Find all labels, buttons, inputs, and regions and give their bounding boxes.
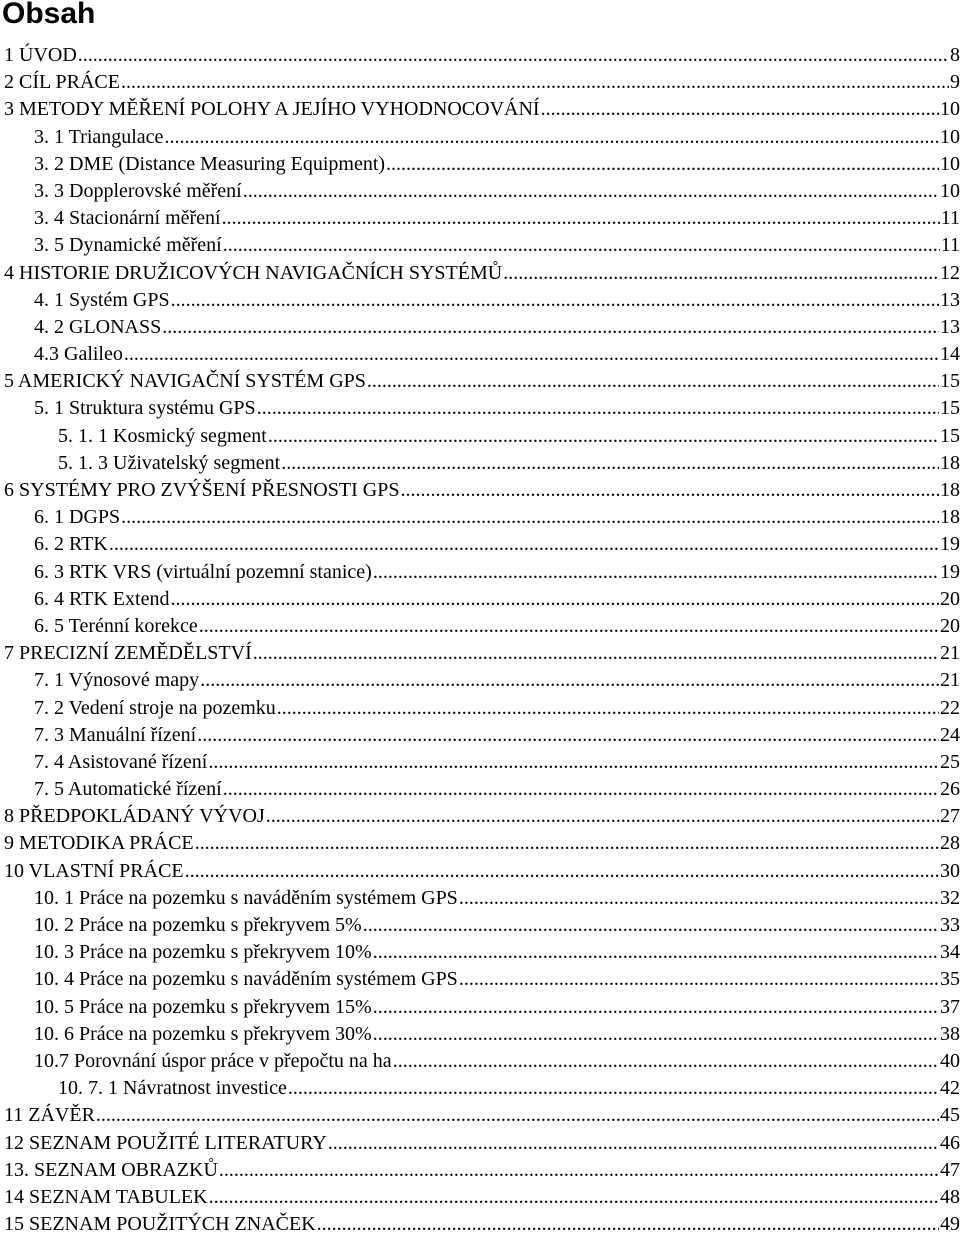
toc-entry[interactable] — [0, 477, 960, 504]
toc-dot-leader — [393, 1048, 939, 1075]
toc-entry-page-number: 8 — [950, 44, 960, 66]
toc-entry-label: 10. 6 Práce na pozemku s překryvem 30% — [34, 1022, 372, 1045]
toc-entry-page-number: 11 — [940, 207, 960, 230]
toc-entry-label: 10. 2 Práce na pozemku s překryvem 5% — [34, 914, 362, 936]
toc-entry-page-number: 18 — [940, 479, 960, 501]
toc-entry-page-number: 18 — [940, 451, 960, 474]
toc-entry-page-number: 19 — [940, 560, 960, 583]
toc-entry-label: 4. 2 GLONASS — [34, 315, 162, 338]
page-title: Obsah — [2, 0, 96, 30]
toc-entry-page-number: 42 — [940, 1077, 960, 1100]
toc-entry[interactable] — [0, 504, 960, 531]
toc-entry[interactable] — [0, 803, 960, 830]
toc-entry[interactable] — [0, 1130, 960, 1157]
toc-entry-page-number: 10 — [940, 179, 960, 202]
toc-entry[interactable] — [0, 287, 960, 314]
toc-entry-page-number: 48 — [940, 1185, 960, 1208]
toc-entry-page-number: 21 — [940, 669, 960, 692]
toc-entry-label: 3. 2 DME (Distance Measuring Equipment) — [34, 152, 386, 175]
toc-entry-label: 15 SEZNAM POUŽITÝCH ZNAČEK — [4, 1213, 316, 1236]
toc-entry-page-number: 45 — [940, 1104, 960, 1127]
toc-entry[interactable] — [0, 531, 960, 558]
toc-entry[interactable] — [0, 858, 960, 885]
toc-dot-leader — [171, 287, 939, 314]
toc-entry[interactable] — [0, 912, 960, 939]
toc-dot-leader — [400, 477, 939, 504]
toc-entry-page-number: 33 — [940, 914, 960, 936]
toc-entry-page-number: 22 — [940, 696, 960, 719]
toc-entry-label: 6. 1 DGPS — [34, 506, 121, 529]
toc-entry-label: 7. 2 Vedení stroje na pozemku — [34, 696, 276, 719]
toc-dot-leader — [541, 96, 939, 123]
toc-entry[interactable] — [0, 260, 960, 287]
toc-entry-label: 5. 1. 1 Kosmický segment — [58, 424, 267, 447]
toc-dot-leader — [209, 1184, 939, 1211]
toc-dot-leader — [109, 531, 939, 558]
toc-dot-leader — [386, 151, 939, 178]
toc-entry-label: 4.3 Galileo — [34, 343, 123, 366]
toc-entry[interactable] — [0, 314, 960, 341]
toc-entry-page-number: 47 — [940, 1158, 960, 1181]
toc-entry-page-number: 9 — [950, 71, 960, 94]
toc-dot-leader — [199, 613, 939, 640]
toc-entry[interactable] — [0, 830, 960, 857]
toc-entry-label: 4. 1 Systém GPS — [34, 288, 170, 311]
toc-entry-label: 6 SYSTÉMY PRO ZVÝŠENÍ PŘESNOSTI GPS — [4, 479, 400, 501]
toc-entry[interactable] — [0, 423, 960, 450]
toc-dot-leader — [277, 695, 939, 722]
toc-dot-leader — [253, 640, 939, 667]
toc-entry-label: 7 PRECIZNÍ ZEMĚDĚLSTVÍ — [4, 642, 252, 665]
toc-dot-leader — [208, 749, 939, 776]
toc-entry-label: 1 ÚVOD — [4, 44, 77, 66]
toc-entry-page-number: 10 — [940, 152, 960, 175]
toc-entry-label: 2 CÍL PRÁCE — [4, 71, 120, 94]
toc-dot-leader — [373, 994, 939, 1021]
toc-dot-leader — [328, 1130, 939, 1157]
toc-entry-label: 3. 5 Dynamické měření — [34, 234, 222, 257]
toc-entry-page-number: 20 — [940, 587, 960, 610]
toc-dot-leader — [373, 559, 939, 586]
toc-entry-label: 4 HISTORIE DRUŽICOVÝCH NAVIGAČNÍCH SYSTÉMŮ — [4, 261, 503, 284]
toc-entry[interactable] — [0, 613, 960, 640]
toc-dot-leader — [367, 368, 939, 395]
toc-entry-label: 12 SEZNAM POUŽITÉ LITERATURY — [4, 1131, 327, 1154]
toc-entry-label: 3. 3 Dopplerovské měření — [34, 179, 242, 202]
toc-entry[interactable] — [0, 722, 960, 749]
toc-entry-page-number: 40 — [940, 1049, 960, 1072]
toc-entry[interactable] — [0, 966, 960, 993]
toc-entry-label: 3. 1 Triangulace — [34, 125, 164, 148]
toc-entry-page-number: 20 — [940, 614, 960, 637]
toc-dot-leader — [164, 124, 939, 151]
toc-entry-page-number: 15 — [940, 397, 960, 420]
toc-dot-leader — [185, 858, 939, 885]
toc-entry-label: 6. 5 Terénní korekce — [34, 614, 198, 637]
toc-entry-page-number: 10 — [940, 98, 960, 121]
table-of-contents — [0, 42, 960, 1238]
toc-entry[interactable] — [0, 1184, 960, 1211]
toc-entry-page-number: 34 — [940, 941, 960, 964]
toc-entry-page-number: 49 — [940, 1213, 960, 1236]
toc-dot-leader — [503, 260, 939, 287]
toc-entry-page-number: 30 — [940, 859, 960, 882]
toc-entry[interactable] — [0, 42, 960, 69]
toc-entry-label: 7. 5 Automatické řízení — [34, 778, 222, 801]
toc-entry-label: 8 PŘEDPOKLÁDANÝ VÝVOJ — [4, 805, 265, 828]
toc-entry[interactable] — [0, 667, 960, 694]
toc-entry-label: 10 VLASTNÍ PRÁCE — [4, 859, 184, 882]
toc-dot-leader — [288, 1075, 939, 1102]
toc-dot-leader — [200, 667, 939, 694]
toc-entry-label: 10. 7. 1 Návratnost investice — [58, 1077, 287, 1100]
toc-entry-page-number: 26 — [940, 778, 960, 801]
toc-entry-page-number: 24 — [940, 723, 960, 746]
toc-entry[interactable] — [0, 368, 960, 395]
toc-dot-leader — [459, 966, 939, 993]
toc-entry[interactable] — [0, 885, 960, 912]
toc-entry-page-number: 37 — [940, 995, 960, 1018]
toc-entry-label: 10. 4 Práce na pozemku s naváděním systémem GPS — [34, 968, 458, 991]
toc-entry-label: 7. 3 Manuální řízení — [34, 723, 197, 746]
toc-dot-leader — [219, 1157, 939, 1184]
toc-entry-label: 10. 1 Práce na pozemku s naváděním systémem GPS — [34, 886, 458, 909]
toc-dot-leader — [195, 830, 939, 857]
toc-entry[interactable] — [0, 232, 960, 259]
toc-entry-page-number: 35 — [940, 968, 960, 991]
toc-entry-page-number: 25 — [940, 750, 960, 773]
toc-entry-page-number: 14 — [940, 343, 960, 366]
toc-entry[interactable] — [0, 341, 960, 368]
toc-dot-leader — [223, 232, 940, 259]
toc-entry-label: 11 ZÁVĚR — [4, 1104, 95, 1127]
toc-entry-page-number: 13 — [940, 315, 960, 338]
toc-entry-page-number: 18 — [940, 506, 960, 529]
toc-entry[interactable] — [0, 1157, 960, 1184]
toc-entry[interactable] — [0, 695, 960, 722]
toc-dot-leader — [121, 69, 949, 96]
toc-dot-leader — [222, 205, 940, 232]
toc-dot-leader — [223, 776, 939, 803]
toc-entry-label: 3. 4 Stacionární měření — [34, 207, 221, 230]
toc-entry[interactable] — [0, 559, 960, 586]
toc-entry-label: 10. 3 Práce na pozemku s překryvem 10% — [34, 941, 372, 964]
toc-entry-label: 14 SEZNAM TABULEK — [4, 1185, 208, 1208]
toc-entry-label: 10.7 Porovnání úspor práce v přepočtu na ha — [34, 1049, 392, 1072]
toc-dot-leader — [268, 423, 939, 450]
toc-dot-leader — [124, 341, 939, 368]
toc-entry-page-number: 46 — [940, 1131, 960, 1154]
toc-dot-leader — [78, 42, 949, 69]
toc-dot-leader — [162, 314, 939, 341]
toc-entry[interactable] — [0, 205, 960, 232]
toc-dot-leader — [257, 395, 939, 422]
toc-entry[interactable] — [0, 96, 960, 123]
toc-entry-label: 7. 4 Asistované řízení — [34, 750, 208, 773]
toc-entry[interactable] — [0, 939, 960, 966]
toc-dot-leader — [373, 1021, 939, 1048]
toc-entry-page-number: 38 — [940, 1022, 960, 1045]
toc-entry[interactable] — [0, 640, 960, 667]
toc-entry-label: 6. 2 RTK — [34, 533, 108, 556]
toc-entry[interactable] — [0, 586, 960, 613]
toc-entry-page-number: 32 — [940, 886, 960, 909]
toc-dot-leader — [243, 178, 939, 205]
toc-dot-leader — [373, 939, 939, 966]
toc-entry[interactable] — [0, 1075, 960, 1102]
toc-entry-page-number: 15 — [940, 370, 960, 393]
toc-entry-page-number: 28 — [940, 832, 960, 855]
toc-dot-leader — [266, 803, 939, 830]
toc-entry-page-number: 10 — [940, 125, 960, 148]
toc-entry-page-number: 13 — [940, 288, 960, 311]
toc-entry-page-number: 27 — [940, 805, 960, 828]
toc-dot-leader — [281, 450, 939, 477]
toc-entry-page-number: 21 — [940, 642, 960, 665]
toc-entry-label: 13. SEZNAM OBRAZKŮ — [4, 1158, 218, 1181]
toc-dot-leader — [363, 912, 939, 939]
toc-entry-label: 5. 1 Struktura systému GPS — [34, 397, 256, 420]
toc-entry[interactable] — [0, 178, 960, 205]
toc-dot-leader — [121, 504, 939, 531]
toc-entry-label: 6. 3 RTK VRS (virtuální pozemní stanice) — [34, 560, 372, 583]
toc-entry[interactable] — [0, 151, 960, 178]
toc-entry-label: 5. 1. 3 Uživatelský segment — [58, 451, 281, 474]
toc-entry-label: 9 METODIKA PRÁCE — [4, 832, 194, 855]
toc-entry[interactable] — [0, 749, 960, 776]
toc-entry[interactable] — [0, 1102, 960, 1129]
toc-entry-label: 3 METODY MĚŘENÍ POLOHY A JEJÍHO VYHODNOCOVÁNÍ — [4, 98, 540, 121]
toc-entry[interactable] — [0, 1048, 960, 1075]
toc-entry-page-number: 11 — [940, 234, 960, 257]
toc-dot-leader — [170, 586, 939, 613]
toc-entry-label: 5 AMERICKÝ NAVIGAČNÍ SYSTÉM GPS — [4, 370, 366, 393]
toc-entry-label: 7. 1 Výnosové mapy — [34, 669, 200, 692]
toc-entry[interactable] — [0, 124, 960, 151]
toc-entry-label: 10. 5 Práce na pozemku s překryvem 15% — [34, 995, 372, 1018]
toc-entry[interactable] — [0, 69, 960, 96]
toc-entry-page-number: 12 — [940, 261, 960, 284]
toc-entry[interactable] — [0, 395, 960, 422]
toc-entry[interactable] — [0, 450, 960, 477]
toc-dot-leader — [197, 722, 939, 749]
toc-entry[interactable] — [0, 1211, 960, 1238]
toc-entry[interactable] — [0, 994, 960, 1021]
toc-entry-page-number: 19 — [940, 533, 960, 556]
toc-dot-leader — [459, 885, 939, 912]
toc-dot-leader — [96, 1102, 939, 1129]
toc-dot-leader — [317, 1211, 939, 1238]
toc-entry-page-number: 15 — [940, 424, 960, 447]
toc-entry-label: 6. 4 RTK Extend — [34, 587, 170, 610]
toc-entry[interactable] — [0, 776, 960, 803]
toc-entry[interactable] — [0, 1021, 960, 1048]
